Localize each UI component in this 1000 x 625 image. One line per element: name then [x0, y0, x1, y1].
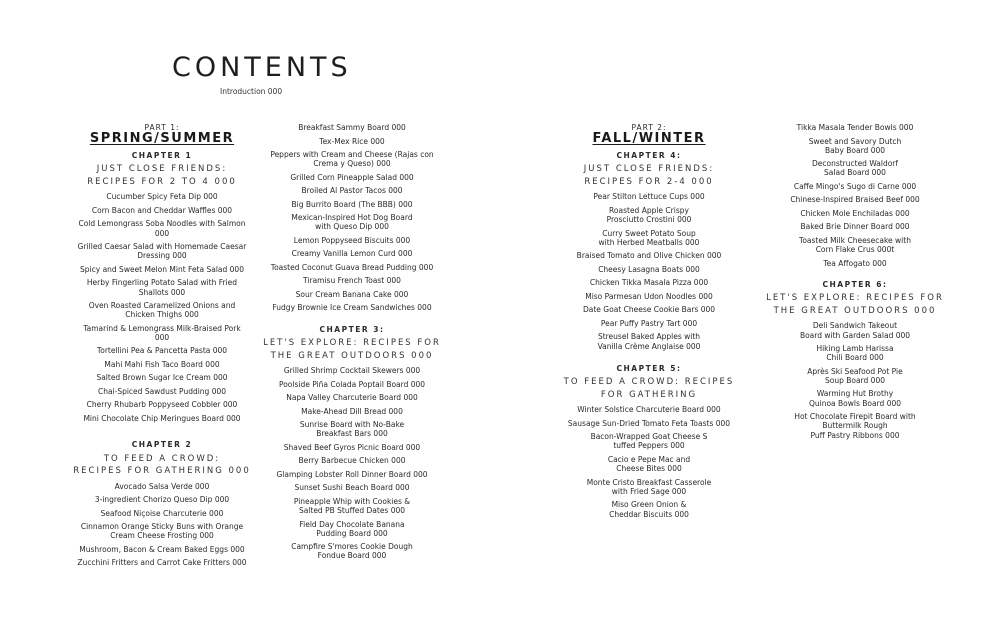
recipe-entry-line: Mini Chocolate Chip Meringues Board 000: [83, 413, 241, 423]
recipe-entry-line: Salted Brown Sugar Ice Cream 000: [96, 373, 228, 383]
chapter-title: [62, 453, 262, 478]
recipe-entry: [262, 366, 442, 375]
recipe-entry: [262, 173, 442, 182]
chapter-title-line: TO FEED A CROWD:: [103, 453, 221, 464]
chapter-title-line: JUST CLOSE FRIENDS:: [583, 164, 715, 175]
recipe-entry-line: Mexican-Inspired Hot Dog Board: [291, 213, 413, 223]
recipe-entry-line: Cheddar Biscuits 000: [609, 509, 689, 519]
recipe-entry: [760, 321, 950, 339]
recipe-entry-line: Shaved Beef Gyros Picnic Board 000: [283, 442, 421, 452]
recipe-entry: [262, 276, 442, 285]
recipe-entry: [760, 236, 950, 254]
chapter-label: CHAPTER 1: [131, 151, 193, 161]
recipe-entry: [553, 251, 745, 260]
chapter-title: [262, 337, 442, 362]
recipe-entry: [62, 278, 262, 296]
recipe-entry: [760, 367, 950, 385]
recipe-entry: [62, 495, 262, 504]
recipe-entry: [262, 200, 442, 209]
recipe-entry: [553, 206, 745, 224]
chapter-title-line: THE GREAT OUTDOORS 000: [270, 350, 434, 361]
recipe-entry-line: Cinnamon Orange Sticky Buns with Orange: [80, 522, 244, 532]
chapter-title-line: TO FEED A CROWD: RECIPES: [563, 377, 735, 388]
recipe-entry-line: Chinese-Inspired Braised Beef 000: [790, 195, 920, 205]
recipe-entry: [553, 500, 745, 518]
recipe-entry-line: 3-ingredient Chorizo Queso Dip 000: [94, 495, 230, 505]
recipe-list: [760, 321, 950, 439]
recipe-entry: [262, 407, 442, 416]
recipe-entry: [62, 509, 262, 518]
recipe-list: [62, 192, 262, 423]
recipe-entry-line: Hiking Lamb Harissa: [816, 344, 894, 354]
recipe-entry: [760, 344, 950, 362]
recipe-entry-line: Creamy Vanilla Lemon Curd 000: [291, 249, 413, 259]
recipe-entry: [553, 455, 745, 473]
recipe-list: [553, 405, 745, 519]
recipe-entry-line: Pear Puffy Pastry Tart 000: [600, 318, 698, 328]
chapter-title: [62, 163, 262, 188]
recipe-entry-line: Après Ski Seafood Pot Pie: [807, 366, 903, 376]
recipe-entry: [760, 259, 950, 268]
recipe-entry-line: Fudgy Brownie Ice Cream Sandwiches 000: [272, 303, 432, 313]
recipe-entry-line: Big Burrito Board (The BBB) 000: [291, 199, 413, 209]
recipe-entry-line: Miso Green Onion &: [611, 500, 687, 510]
recipe-entry: [62, 324, 262, 342]
recipe-entry-line: 000: [154, 228, 170, 238]
recipe-entry-line: Poolside Piña Colada Poptail Board 000: [278, 379, 426, 389]
recipe-entry-line: Warming Hut Brothy: [816, 389, 894, 399]
recipe-entry-line: Grilled Corn Pineapple Salad 000: [290, 172, 414, 182]
recipe-entry: [553, 319, 745, 328]
recipe-entry: [262, 303, 442, 312]
recipe-entry-line: Avocado Salsa Verde 000: [114, 481, 210, 491]
recipe-entry-line: Dressing 000: [137, 251, 187, 261]
recipe-entry-line: Toasted Coconut Guava Bread Pudding 000: [270, 262, 434, 272]
recipe-entry: [262, 497, 442, 515]
recipe-entry: [262, 150, 442, 168]
recipe-entry-line: Sour Cream Banana Cake 000: [295, 289, 409, 299]
recipe-entry: [62, 242, 262, 260]
recipe-entry-line: Napa Valley Charcuterie Board 000: [286, 393, 418, 403]
recipe-entry: [553, 278, 745, 287]
chapter-title-line: LET'S EXPLORE: RECIPES FOR: [766, 293, 944, 304]
recipe-list: [553, 192, 745, 350]
recipe-entry-line: Cucumber Spicy Feta Dip 000: [106, 192, 218, 202]
recipe-entry-line: Grilled Caesar Salad with Homemade Caesar: [77, 242, 247, 252]
recipe-entry: [553, 305, 745, 314]
recipe-entry-line: Chicken Tikka Masala Pizza 000: [589, 278, 709, 288]
recipe-entry-line: Mahi Mahi Fish Taco Board 000: [104, 359, 220, 369]
recipe-entry: [62, 192, 262, 201]
recipe-entry-line: Breakfast Sammy Board 000: [298, 123, 406, 132]
recipe-entry: [760, 412, 950, 440]
recipe-entry-line: Curry Sweet Potato Soup: [602, 228, 696, 238]
recipe-entry-line: Toasted Milk Cheesecake with: [799, 235, 911, 245]
recipe-entry: [62, 414, 262, 423]
chapter-label: CHAPTER 5:: [616, 364, 682, 374]
chapter-label: CHAPTER 2: [131, 440, 193, 450]
recipe-entry-line: with Queso Dip 000: [315, 222, 389, 232]
recipe-entry-line: Cacio e Pepe Mac and: [607, 454, 691, 464]
recipe-entry-line: Cherry Rhubarb Poppyseed Cobbler 000: [86, 400, 238, 410]
recipe-entry: [553, 265, 745, 274]
chapter-title: [553, 163, 745, 188]
column-part1-right: [262, 123, 442, 565]
recipe-entry: [62, 219, 262, 237]
recipe-entry: [760, 137, 950, 155]
recipe-entry-line: Hot Chocolate Firepit Board with: [794, 412, 916, 422]
chapter-title: [760, 292, 950, 317]
recipe-entry: [262, 420, 442, 438]
recipe-entry-line: Sausage Sun-Dried Tomato Feta Toasts 000: [567, 418, 731, 428]
recipe-entry-line: Monte Cristo Breakfast Casserole: [586, 477, 712, 487]
recipe-entry-line: Braised Tomato and Olive Chicken 000: [576, 251, 722, 261]
recipe-entry: [62, 301, 262, 319]
recipe-entry: [62, 387, 262, 396]
recipe-entry-line: Peppers with Cream and Cheese (Rajas con: [270, 150, 434, 159]
recipe-entry: [553, 229, 745, 247]
recipe-entry-line: Spicy and Sweet Melon Mint Feta Salad 000: [80, 264, 244, 274]
recipe-entry: [262, 483, 442, 492]
recipe-entry-line: Board with Garden Salad 000: [799, 330, 911, 340]
recipe-entry-line: Herby Fingerling Potato Salad with Fried: [86, 278, 238, 288]
recipe-entry-line: Baby Board 000: [824, 145, 886, 155]
recipe-entry: [62, 522, 262, 540]
recipe-entry: [62, 346, 262, 355]
recipe-entry: [262, 520, 442, 538]
recipe-entry-line: Streusel Baked Apples with: [597, 332, 701, 342]
recipe-entry-line: Cheese Bites 000: [616, 464, 682, 474]
recipe-entry-line: tuffed Peppers 000: [613, 441, 685, 451]
chapter-label: CHAPTER 3:: [319, 324, 385, 334]
recipe-entry-line: Pear Stilton Lettuce Cups 000: [593, 192, 705, 202]
recipe-entry-line: Grilled Shrimp Cocktail Skewers 000: [283, 366, 421, 376]
recipe-entry-line: Chicken Thighs 000: [125, 310, 199, 320]
recipe-entry-line: Salad Board 000: [824, 168, 886, 178]
recipe-entry-line: Deconstructed Waldorf: [811, 159, 899, 169]
recipe-entry-line: Berry Barbecue Chicken 000: [298, 456, 406, 466]
recipe-entry-line: Date Goat Cheese Cookie Bars 000: [582, 305, 716, 315]
introduction-entry: Introduction 000: [220, 87, 283, 96]
recipe-entry-line: Broiled Al Pastor Tacos 000: [301, 186, 403, 196]
recipe-entry: [62, 558, 262, 567]
recipe-entry: [62, 265, 262, 274]
recipe-entry: [553, 332, 745, 350]
recipe-entry-line: Sunrise Board with No-Bake: [299, 420, 405, 430]
recipe-entry-line: Baked Brie Dinner Board 000: [800, 222, 910, 232]
recipe-list: [62, 482, 262, 568]
recipe-entry: [62, 545, 262, 554]
recipe-entry-line: Bacon-Wrapped Goat Cheese S: [590, 432, 708, 442]
recipe-entry: [553, 432, 745, 450]
recipe-entry: [262, 393, 442, 402]
recipe-entry: [62, 206, 262, 215]
recipe-entry-line: Tex-Mex Rice 000: [319, 136, 385, 146]
recipe-entry-line: Cheesy Lasagna Boats 000: [598, 264, 700, 274]
column-part2-right: [760, 123, 950, 444]
recipe-entry-line: Seafood Niçoise Charcuterie 000: [100, 508, 224, 518]
chapter-title-line: THE GREAT OUTDOORS 000: [773, 305, 937, 316]
recipe-entry-line: Make-Ahead Dill Bread 000: [301, 406, 403, 416]
recipe-entry-line: Caffe Mingo's Sugo di Carne 000: [793, 181, 917, 191]
recipe-entry-line: Chai-Spiced Sawdust Pudding 000: [97, 386, 227, 396]
recipe-entry-line: Corn Flake Crus 000t: [815, 245, 895, 255]
recipe-entry: [262, 186, 442, 195]
chapter-title-line: RECIPES FOR 2-4 000: [584, 176, 714, 187]
recipe-entry: [262, 542, 442, 560]
recipe-entry: [553, 192, 745, 201]
recipe-list: [760, 123, 950, 268]
chapter-label: CHAPTER 4:: [616, 151, 682, 161]
recipe-entry-line: Glamping Lobster Roll Dinner Board 000: [276, 469, 428, 479]
recipe-entry: [62, 360, 262, 369]
chapter-title-line: RECIPES FOR GATHERING 000: [73, 466, 251, 477]
recipe-entry: [262, 137, 442, 146]
recipe-entry: [262, 123, 442, 132]
recipe-entry: [262, 213, 442, 231]
recipe-entry: [262, 456, 442, 465]
recipe-entry-line: Roasted Apple Crispy: [609, 205, 689, 215]
part-title: FALL/WINTER: [592, 131, 706, 146]
recipe-entry-line: with Herbed Meatballs 000: [598, 237, 700, 247]
recipe-entry: [553, 405, 745, 414]
recipe-entry-line: Zucchini Fritters and Carrot Cake Fritters 000: [77, 558, 247, 568]
part-label: PART 1:: [144, 123, 180, 132]
chapter-label: CHAPTER 6:: [822, 280, 888, 290]
recipe-list: [262, 123, 442, 313]
recipe-entry: [262, 249, 442, 258]
recipe-entry-line: 000: [154, 332, 170, 342]
recipe-entry: [262, 380, 442, 389]
recipe-entry: [760, 222, 950, 231]
recipe-entry-line: Chili Board 000: [826, 353, 884, 363]
recipe-entry-line: Cream Cheese Frosting 000: [110, 531, 214, 541]
recipe-entry-line: Chicken Mole Enchiladas 000: [800, 208, 910, 218]
recipe-entry-line: Buttermilk Rough: [822, 421, 888, 431]
recipe-entry: [760, 123, 950, 132]
chapter-title-line: JUST CLOSE FRIENDS:: [96, 164, 228, 175]
recipe-entry-line: Salted PB Stuffed Dates 000: [298, 506, 406, 516]
recipe-entry-line: with Fried Sage 000: [611, 486, 687, 496]
column-part2-left: [553, 123, 745, 523]
recipe-entry-line: Breakfast Bars 000: [316, 429, 388, 439]
recipe-entry-line: Puff Pastry Ribbons 000: [810, 430, 900, 440]
recipe-entry-line: Cold Lemongrass Soba Noodles with Salmon: [78, 219, 246, 229]
recipe-entry-line: Prosciutto Crostini 000: [606, 215, 692, 225]
chapter-title-line: LET'S EXPLORE: RECIPES FOR: [263, 338, 441, 349]
recipe-entry-line: Tamarind & Lemongrass Milk-Braised Pork: [83, 323, 241, 333]
recipe-entry-line: Lemon Poppyseed Biscuits 000: [293, 235, 411, 245]
recipe-entry: [553, 419, 745, 428]
recipe-entry-line: Oven Roasted Caramelized Onions and: [88, 301, 236, 311]
recipe-entry-line: Corn Bacon and Cheddar Waffles 000: [91, 205, 233, 215]
recipe-entry: [262, 236, 442, 245]
recipe-entry-line: Campfire S'mores Cookie Dough: [291, 542, 413, 552]
column-part1-left: [62, 123, 262, 572]
recipe-entry-line: Winter Solstice Charcuterie Board 000: [577, 405, 721, 415]
recipe-entry-line: Pineapple Whip with Cookies &: [293, 496, 411, 506]
recipe-entry: [760, 389, 950, 407]
recipe-entry: [62, 482, 262, 491]
recipe-entry-line: Fondue Board 000: [317, 551, 387, 561]
recipe-entry-line: Mushroom, Bacon & Cream Baked Eggs 000: [79, 544, 245, 554]
recipe-entry: [760, 182, 950, 191]
recipe-entry-line: Miso Parmesan Udon Noodles 000: [585, 291, 713, 301]
recipe-entry-line: Vanilla Crème Anglaise 000: [597, 341, 701, 351]
chapter-title-line: RECIPES FOR 2 TO 4 000: [87, 176, 237, 187]
recipe-entry-line: Pudding Board 000: [316, 528, 388, 538]
recipe-entry-line: Tea Affogato 000: [823, 258, 887, 268]
recipe-entry: [262, 290, 442, 299]
recipe-entry-line: Field Day Chocolate Banana: [299, 519, 405, 529]
recipe-entry: [553, 478, 745, 496]
recipe-entry-line: Sunset Sushi Beach Board 000: [294, 483, 410, 493]
recipe-list: [262, 366, 442, 561]
recipe-entry-line: Tiramisu French Toast 000: [303, 276, 401, 286]
recipe-entry-line: Soup Board 000: [825, 375, 885, 385]
recipe-entry: [553, 292, 745, 301]
recipe-entry-line: Sweet and Savory Dutch: [808, 136, 902, 146]
recipe-entry: [760, 195, 950, 204]
recipe-entry: [262, 470, 442, 479]
part-title: SPRING/SUMMER: [89, 131, 235, 146]
recipe-entry-line: Deli Sandwich Takeout: [812, 321, 898, 331]
recipe-entry: [262, 263, 442, 272]
chapter-title-line: FOR GATHERING: [600, 389, 698, 400]
chapter-title: [553, 376, 745, 401]
recipe-entry: [262, 443, 442, 452]
part-label: PART 2:: [631, 123, 667, 132]
recipe-entry: [62, 373, 262, 382]
recipe-entry: [760, 209, 950, 218]
page-title: CONTENTS: [172, 52, 352, 83]
recipe-entry-line: Crema y Queso) 000: [313, 159, 391, 169]
recipe-entry-line: Quinoa Bowls Board 000: [808, 398, 902, 408]
recipe-entry-line: Tortellini Pea & Pancetta Pasta 000: [96, 346, 228, 356]
recipe-entry: [760, 159, 950, 177]
recipe-entry: [62, 400, 262, 409]
recipe-entry-line: Tikka Masala Tender Bowls 000: [796, 123, 914, 132]
recipe-entry-line: Shallots 000: [138, 287, 186, 297]
